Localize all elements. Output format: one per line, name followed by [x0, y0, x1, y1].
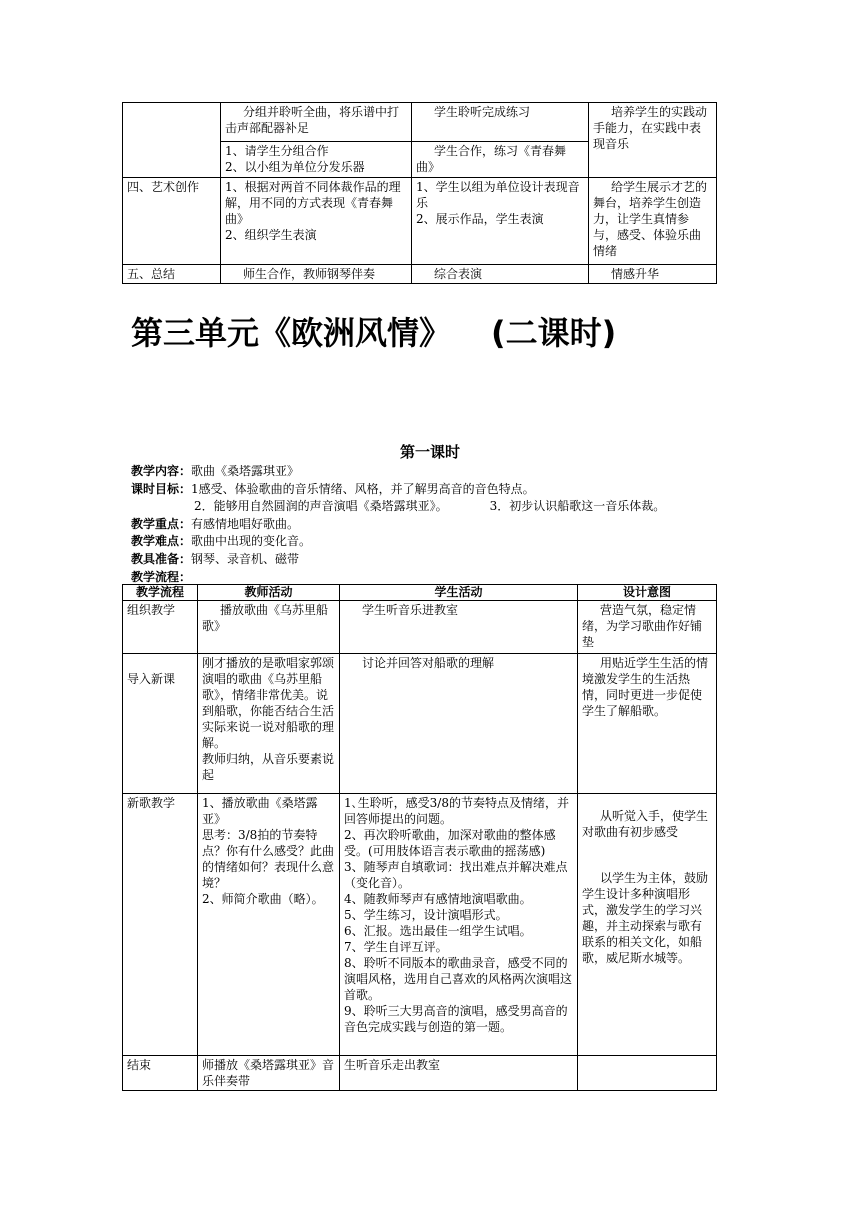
unit-title-sub: (二课时) — [491, 314, 617, 352]
cell-text: 1、学生以组为单位设计表现音乐 — [416, 180, 580, 210]
continued-lesson-table — [122, 102, 717, 284]
teacher-cell — [221, 142, 412, 178]
intent-cell — [589, 265, 717, 284]
teacher-cell — [221, 178, 412, 265]
teacher-cell — [198, 601, 340, 654]
intent-cell — [578, 654, 717, 794]
cell-text: 分组并聆听全曲，将乐谱中打击声部配器补足 — [225, 105, 400, 135]
intent-cell — [578, 601, 717, 654]
info-value: 有感情地唱好歌曲。 — [191, 516, 300, 531]
cell-text: 生听音乐走出教室 — [344, 1058, 441, 1072]
cell-text: 讨论并回答对船歌的理解 — [362, 656, 495, 670]
teacher-cell — [198, 794, 340, 1056]
cell-text: 2、再次聆听歌曲，加深对歌曲的整体感受。(可用肢体语言表示歌曲的摇荡感) — [344, 828, 556, 858]
cell-text: 2、组织学生表演 — [225, 228, 317, 242]
table-row — [123, 794, 717, 1056]
info-value: 2．能够用自然圆润的声音演唱《桑塔露琪亚》。 — [194, 499, 448, 514]
student-cell — [340, 601, 578, 654]
cell-text: 8、聆听不同版本的歌曲录音，感受不同的演唱风格，选用自己喜欢的风格两次演唱这首歌。 — [344, 956, 573, 1002]
student-cell — [412, 265, 589, 284]
column-header: 教师活动 — [198, 585, 340, 601]
cell-text: 学生合作，练习《青春舞曲》 — [416, 144, 567, 174]
teacher-cell — [198, 1056, 340, 1091]
student-cell — [412, 103, 589, 142]
info-label: 教学重点： — [131, 516, 192, 531]
table-header-row — [123, 585, 717, 601]
info-goals — [131, 481, 731, 499]
cell-text: 2、师简介歌曲（略）。 — [202, 892, 324, 906]
info-key — [131, 516, 731, 534]
info-value: 3．初步认识船歌这一音乐体裁。 — [489, 499, 666, 514]
intent-cell — [578, 794, 717, 1056]
table-row — [123, 654, 717, 794]
info-value: 1感受、体验歌曲的音乐情绪、风格，并了解男高音的音色特点。 — [191, 481, 535, 496]
cell-text: 2、展示作品，学生表演 — [416, 212, 544, 226]
stage-cell: 导入新课 — [123, 654, 198, 794]
info-value: 钢琴、录音机、磁带 — [191, 551, 300, 566]
stage-cell: 五、总结 — [123, 265, 221, 284]
cell-text: 1､生聆听，感受3/8的节奏特点及情绪，并回答师提出的问题。 — [344, 796, 569, 826]
table-row — [123, 265, 717, 284]
stage-cell: 结束 — [123, 1056, 198, 1091]
stage-cell: 新歌教学 — [123, 794, 198, 1056]
student-cell — [340, 654, 578, 794]
table-row — [123, 1056, 717, 1091]
teacher-cell — [221, 265, 412, 284]
stage-cell: 组织教学 — [123, 601, 198, 654]
student-cell — [340, 1056, 578, 1091]
stage-cell — [123, 103, 221, 178]
lesson-title: 第一课时 — [399, 443, 460, 461]
intent-cell — [578, 1056, 717, 1091]
column-header: 教学流程 — [123, 585, 198, 601]
cell-text: 5、学生练习，设计演唱形式。 — [344, 908, 508, 922]
teacher-cell — [198, 654, 340, 794]
cell-text: 师生合作，教师钢琴伴奏 — [243, 267, 376, 281]
info-goals-cont — [131, 498, 731, 516]
cell-text: 7、学生自评互评。 — [344, 940, 448, 954]
cell-text: 综合表演 — [434, 267, 483, 281]
cell-text: 4、随教师琴声有感情地演唱歌曲。 — [344, 892, 532, 906]
cell-text: 情感升华 — [611, 267, 660, 281]
lesson-plan-table — [122, 584, 717, 1091]
unit-title-main: 第三单元《欧洲风情》 — [131, 314, 452, 352]
info-content — [131, 463, 731, 481]
lesson-info — [131, 463, 731, 586]
cell-text: 1、根据对两首不同体裁作品的理解，用不同的方式表现《青春舞曲》 — [225, 180, 401, 226]
column-header: 设计意图 — [578, 585, 717, 601]
cell-text: 师播放《桑塔露琪亚》音乐伴奏带 — [202, 1058, 335, 1088]
info-value: 歌曲中出现的变化音。 — [191, 534, 312, 549]
table-row — [123, 601, 717, 654]
cell-text: 给学生展示才艺的舞台，培养学生创造力，让学生真情参与，感受、体验乐曲情绪 — [593, 180, 708, 258]
info-tools — [131, 551, 731, 569]
student-cell — [412, 178, 589, 265]
cell-text: 刚才播放的是歌唱家郭颂演唱的歌曲《乌苏里船歌》，情绪非常优美。说到船歌，你能否结合生活实际来说一说对船歌的理解。 — [202, 656, 335, 750]
cell-text: 营造气氛，稳定情绪，为学习歌曲作好铺垫 — [582, 603, 703, 649]
info-label: 教学内容： — [131, 464, 192, 478]
cell-text: 1、播放歌曲《桑塔露亚》 — [202, 796, 318, 826]
student-cell — [340, 794, 578, 1056]
info-label: 教具准备： — [131, 551, 192, 566]
intent-cell — [589, 103, 717, 178]
stage-cell: 四、艺术创作 — [123, 178, 221, 265]
student-cell — [412, 142, 589, 178]
cell-text: 6、汇报。选出最佳一组学生试唱。 — [344, 924, 532, 938]
info-value: 歌曲《桑塔露琪亚》 — [191, 464, 300, 478]
info-label: 课时目标： — [131, 481, 192, 496]
column-header: 学生活动 — [340, 585, 578, 601]
teacher-cell — [221, 103, 412, 142]
cell-text: 教师归纳，从音乐要素说起 — [202, 752, 335, 782]
cell-text: 培养学生的实践动手能力，在实践中表现音乐 — [593, 105, 708, 151]
info-difficulty — [131, 533, 731, 551]
cell-text: 从听觉入手，使学生对歌曲有初步感受 — [582, 809, 709, 839]
cell-text: 1、请学生分组合作 — [225, 144, 329, 158]
cell-text: 9、聆听三大男高音的演唱，感受男高音的音色完成实践与创造的第一题。 — [344, 1004, 568, 1034]
info-label: 教学难点： — [131, 534, 192, 549]
cell-text: 学生聆听完成练习 — [434, 105, 531, 119]
cell-text: 学生听音乐进教室 — [362, 603, 459, 617]
unit-title — [131, 313, 616, 353]
cell-text: 以学生为主体，鼓励学生设计多种演唱形式，激发学生的学习兴趣，并主动探索与歌有联系的相关文化，如船歌，威尼斯水城等。 — [582, 871, 709, 965]
table-row — [123, 178, 717, 265]
info-label: 教学流程： — [131, 569, 192, 584]
table-row — [123, 103, 717, 142]
cell-text: 用贴近学生生活的情境激发学生的生活热情，同时更进一步促使学生了解船歌。 — [582, 656, 709, 718]
cell-text: 3、随琴声自填歌词：找出难点并解决难点（变化音）。 — [344, 860, 568, 890]
cell-text: 2、以小组为单位分发乐器 — [225, 160, 365, 174]
cell-text: 思考：3/8拍的节奏特点？你有什么感受？此曲的情绪如何？表现什么意境？ — [202, 828, 335, 890]
cell-text: 播放歌曲《乌苏里船歌》 — [202, 603, 329, 633]
intent-cell — [589, 178, 717, 265]
